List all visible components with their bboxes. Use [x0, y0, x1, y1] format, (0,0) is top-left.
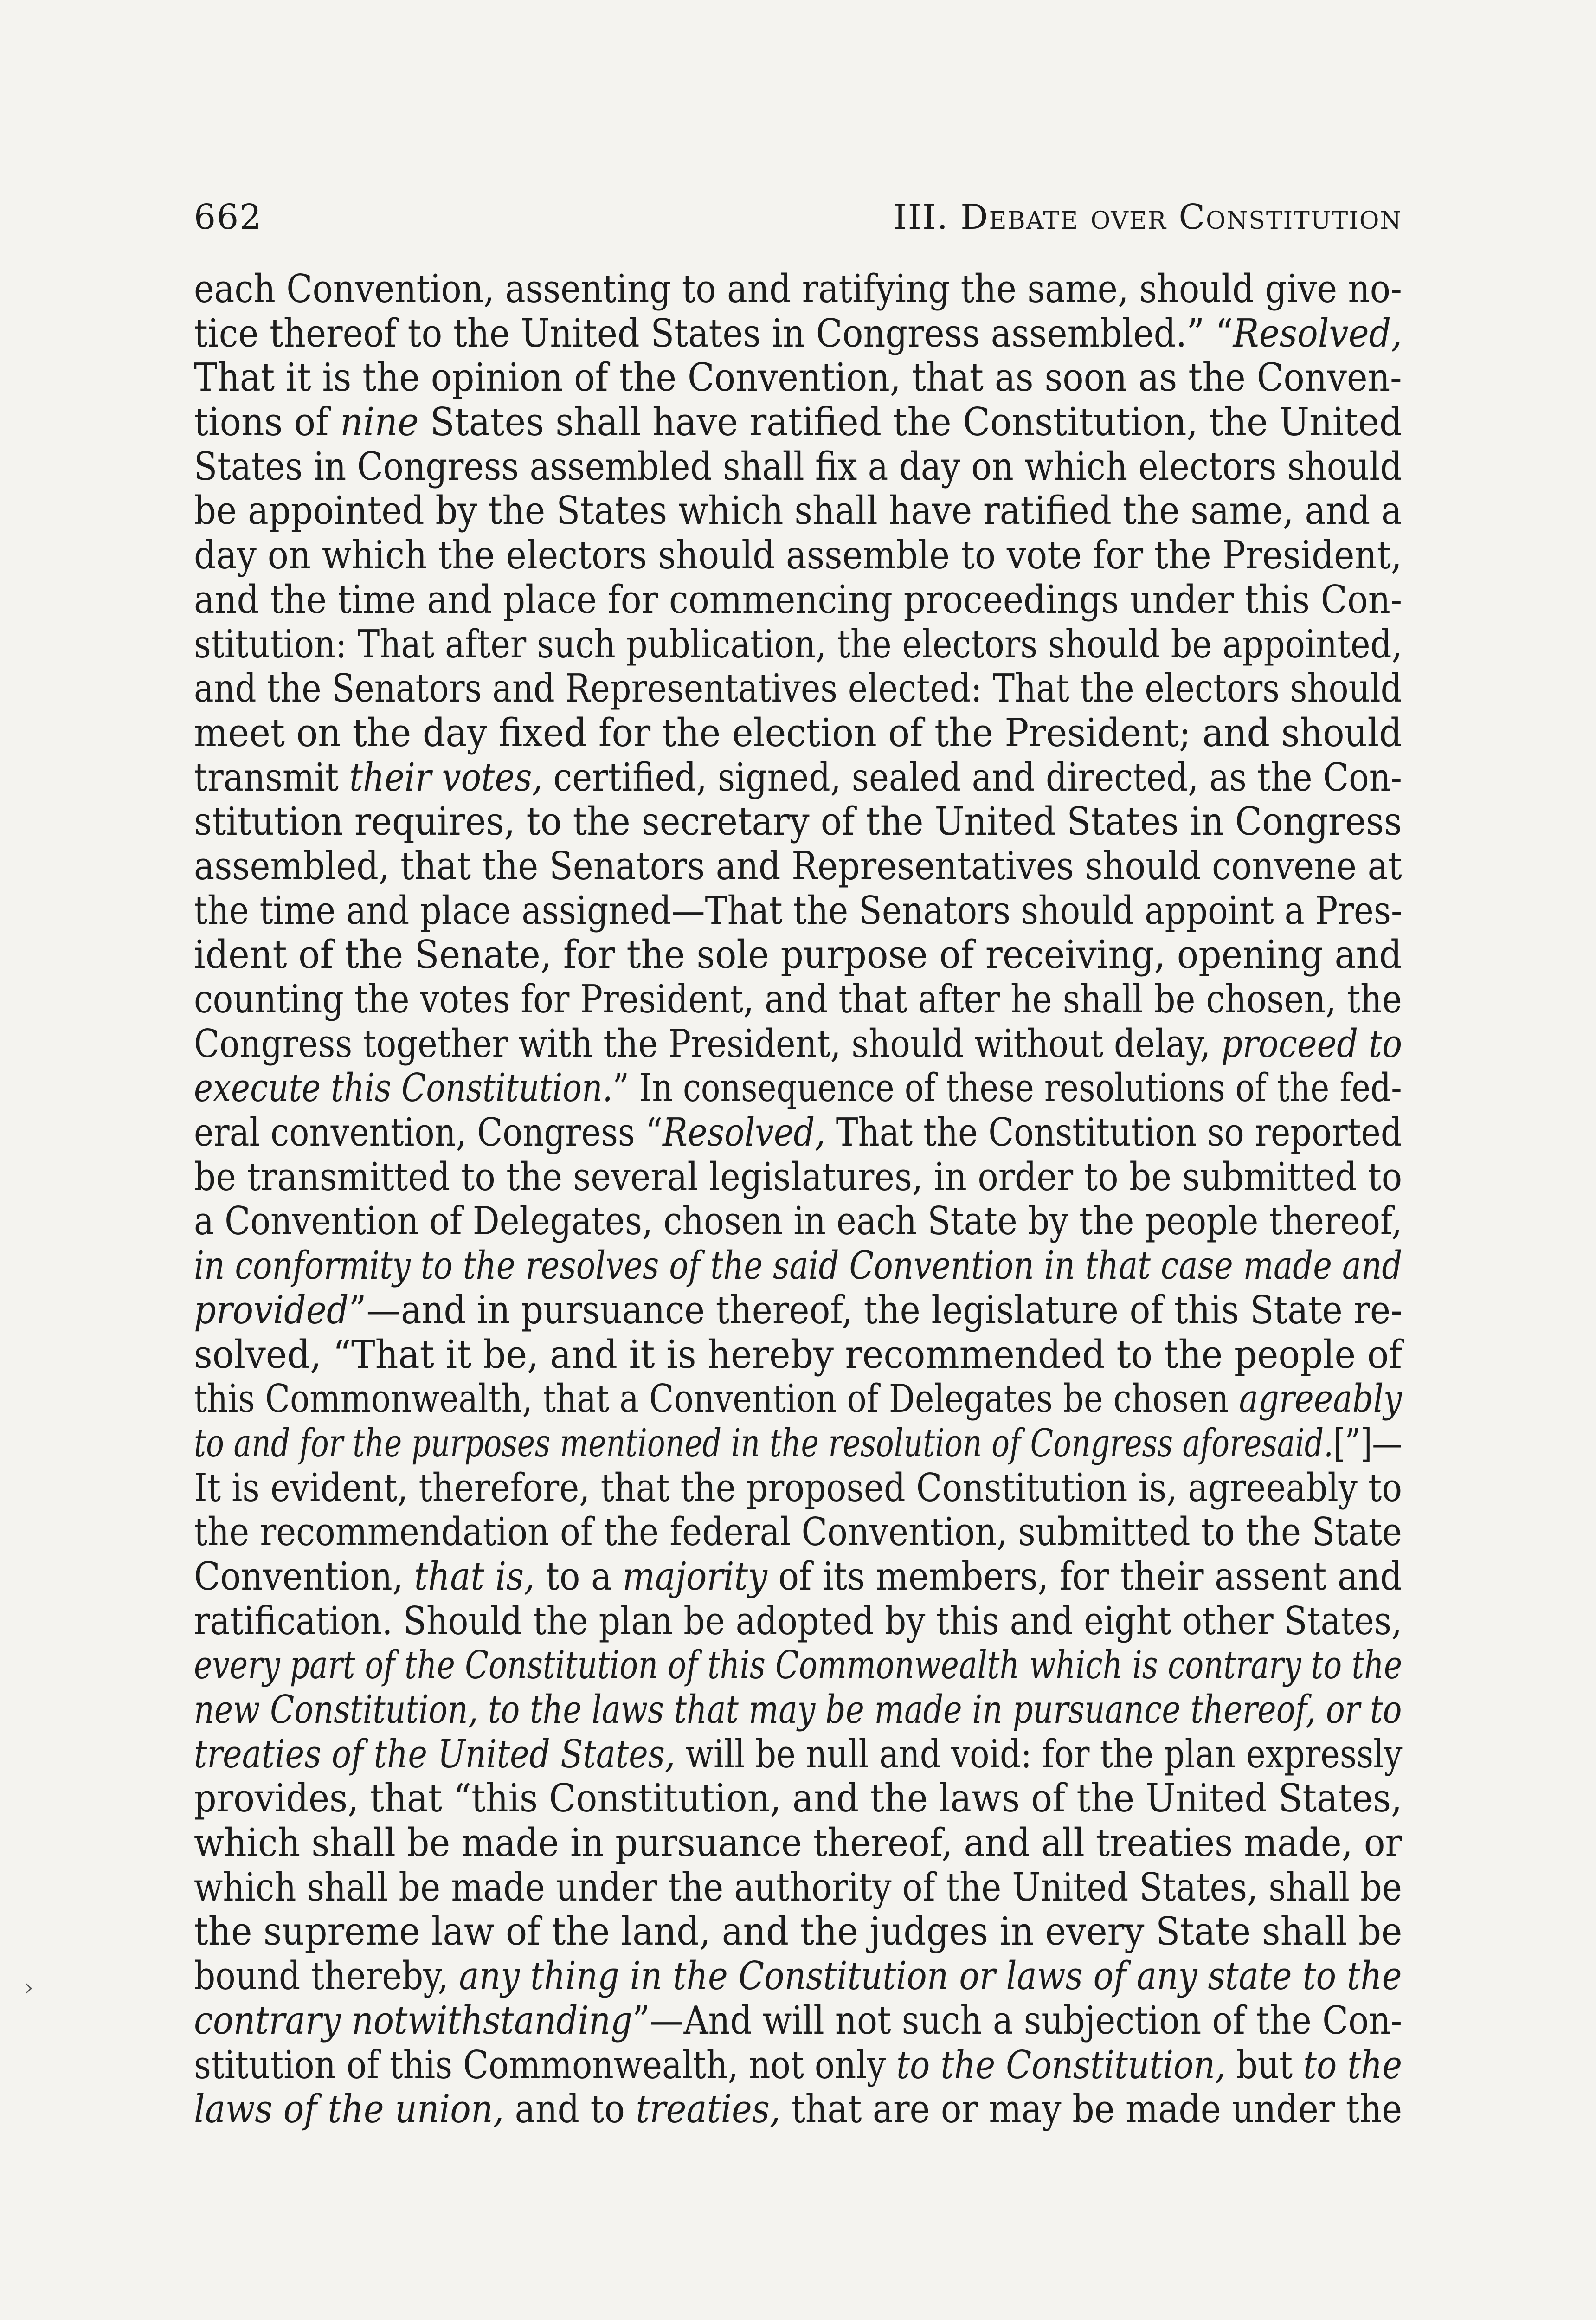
italic-text: their votes,	[349, 754, 543, 800]
body-text	[194, 267, 1402, 2132]
text-run: of its members, for their assent and	[767, 1553, 1402, 1599]
margin-mark: ›	[24, 1974, 33, 2001]
text-line	[194, 755, 1402, 800]
text-run: That the Constitution so reported	[825, 1110, 1402, 1155]
text-run: Congress together with the President, should without delay,	[194, 1021, 1222, 1066]
italic-text: in conformity to the resolves of the said Convention in that case made and	[194, 1243, 1403, 1289]
italic-text: laws of the union,	[194, 2087, 504, 2132]
text-run: States in Congress assembled shall fix a day on which electors should	[194, 444, 1402, 489]
text-run: that are or may be made under the	[780, 2087, 1403, 2132]
text-run: bound thereby,	[194, 1953, 459, 1999]
text-run: but	[1225, 2042, 1304, 2088]
text-line	[194, 2043, 1402, 2088]
italic-text: majority	[622, 1553, 767, 1599]
text-line	[194, 1155, 1402, 1199]
text-line	[194, 1244, 1402, 1288]
text-line	[194, 489, 1402, 533]
text-run: counting the votes for President, and that after he shall be chosen, the	[194, 977, 1402, 1022]
text-line	[194, 977, 1402, 1022]
text-line	[194, 1909, 1402, 1954]
text-run: stitution requires, to the secretary of the United States in Congress	[194, 799, 1402, 844]
text-line	[194, 933, 1402, 977]
text-line	[194, 1510, 1402, 1554]
italic-text: treaties,	[636, 2087, 781, 2132]
italic-text: execute this Constitution.	[194, 1065, 613, 1111]
text-run: meet on the day fixed for the election of the President; and should	[194, 710, 1402, 755]
text-line	[194, 1066, 1402, 1110]
text-run: solved, “That it be, and it is hereby recommended to the people of	[194, 1332, 1403, 1377]
italic-text: that is,	[414, 1553, 535, 1599]
text-line	[194, 355, 1402, 400]
text-line	[194, 799, 1402, 844]
italic-text: Resolved,	[663, 1110, 826, 1155]
text-line	[194, 666, 1402, 711]
text-line	[194, 267, 1402, 311]
text-line	[194, 533, 1402, 578]
text-line	[194, 2087, 1402, 2132]
text-line	[194, 1821, 1402, 1865]
text-run: the supreme law of the land, and the judges in every State shall be	[194, 1909, 1403, 1954]
text-run: this Commonwealth, that a Convention of Delegates be chosen	[194, 1376, 1239, 1422]
text-line	[194, 1421, 1402, 1466]
text-line	[194, 1865, 1402, 1910]
text-run: States shall have ratified the Constitution, the United	[418, 400, 1403, 445]
text-run: eral convention, Congress “	[194, 1110, 663, 1155]
text-line	[194, 1954, 1402, 1998]
text-run: be appointed by the States which shall have ratified the same, and a	[194, 488, 1402, 534]
italic-text: nine	[340, 400, 419, 445]
text-run: stitution of this Commonwealth, not only	[194, 2042, 897, 2088]
text-line	[194, 1599, 1402, 1643]
text-run: provides, that “this Constitution, and the laws of the United States,	[194, 1776, 1403, 1821]
text-run: will be null and void: for the plan expressly	[675, 1731, 1403, 1777]
text-run: to a	[534, 1553, 623, 1599]
text-run: and the time and place for commencing proceedings under this Con-	[194, 577, 1403, 622]
text-run: which shall be made in pursuance thereof, and all treaties made, or	[194, 1820, 1402, 1866]
text-line	[194, 1554, 1402, 1599]
text-line	[194, 622, 1402, 667]
text-line	[194, 311, 1402, 356]
text-run: which shall be made under the authority of the United States, shall be	[194, 1864, 1402, 1910]
italic-text: new Constitution, to the laws that may be made in pursuance thereof, or to	[194, 1687, 1402, 1732]
text-run: ratification. Should the plan be adopted by this and eight other States,	[194, 1598, 1403, 1643]
page-number: 662	[194, 197, 263, 237]
text-run: Convention,	[194, 1553, 414, 1599]
italic-text: to the Constitution,	[896, 2042, 1226, 2088]
text-line	[194, 889, 1402, 933]
text-run: the recommendation of the federal Convention, submitted to the State	[194, 1509, 1402, 1555]
text-line	[194, 1643, 1402, 1688]
text-line	[194, 1732, 1402, 1777]
text-line	[194, 1288, 1402, 1333]
text-run: tice thereof to the United States in Congress assembled.” “	[194, 310, 1233, 356]
italic-text: Resolved,	[1233, 310, 1402, 356]
italic-text: to and for the purposes mentioned in the resolution of Congress aforesaid.	[194, 1420, 1333, 1466]
italic-text: agreeably	[1239, 1376, 1402, 1422]
text-line	[194, 1688, 1402, 1732]
text-line	[194, 1776, 1402, 1821]
text-run: That it is the opinion of the Convention, that as soon as the Conven-	[194, 355, 1402, 400]
text-run: ident of the Senate, for the sole purpose of receiving, opening and	[194, 932, 1402, 978]
text-run: and the Senators and Representatives elected: That the electors should	[194, 666, 1402, 711]
text-run: the time and place assigned—That the Senators should appoint a Pres-	[194, 888, 1403, 933]
italic-text: treaties of the United States,	[194, 1731, 676, 1777]
text-line	[194, 1466, 1402, 1510]
italic-text: contrary notwithstanding	[194, 1998, 633, 2043]
text-line	[194, 445, 1402, 489]
text-run: It is evident, therefore, that the proposed Constitution is, agreeably to	[194, 1465, 1403, 1510]
italic-text: proceed to	[1221, 1021, 1403, 1066]
italic-text: any thing in the Constitution or laws of any state to the	[459, 1953, 1402, 1999]
text-run: [”]—	[1333, 1420, 1403, 1466]
text-line	[194, 1199, 1402, 1244]
text-line	[194, 1110, 1402, 1155]
running-head: III. Debate over Constitution	[893, 197, 1402, 237]
text-run: assembled, that the Senators and Representatives should convene at	[194, 843, 1402, 889]
text-line	[194, 711, 1402, 755]
italic-text: every part of the Constitution of this Commonwealth which is contrary to the	[194, 1643, 1403, 1688]
italic-text: to the	[1303, 2042, 1403, 2088]
text-line	[194, 578, 1402, 622]
page-header	[194, 183, 1402, 237]
text-line	[194, 1377, 1402, 1421]
text-run: a Convention of Delegates, chosen in each State by the people thereof,	[194, 1199, 1403, 1244]
text-run: ” In consequence of these resolutions of the fed-	[612, 1065, 1402, 1111]
text-run: transmit	[194, 754, 350, 800]
text-line	[194, 844, 1402, 889]
text-run: tions of	[194, 400, 341, 445]
text-run: stitution: That after such publication, the electors should be appointed,	[194, 621, 1403, 667]
italic-text: provided	[194, 1287, 349, 1333]
text-run: ”—and in pursuance thereof, the legislature of this State re-	[348, 1287, 1403, 1333]
text-run: each Convention, assenting to and ratifying the same, should give no-	[194, 266, 1402, 311]
text-line	[194, 1333, 1402, 1377]
text-line	[194, 1998, 1402, 2043]
text-run: be transmitted to the several legislatures, in order to be submitted to	[194, 1154, 1403, 1199]
text-run: certified, signed, sealed and directed, as the Con-	[542, 754, 1402, 800]
text-run: day on which the electors should assemble to vote for the President,	[194, 533, 1402, 578]
text-run: and to	[504, 2087, 636, 2132]
text-run: ”—And will not such a subjection of the Con-	[632, 1998, 1403, 2043]
text-line	[194, 400, 1402, 445]
text-line	[194, 1022, 1402, 1066]
